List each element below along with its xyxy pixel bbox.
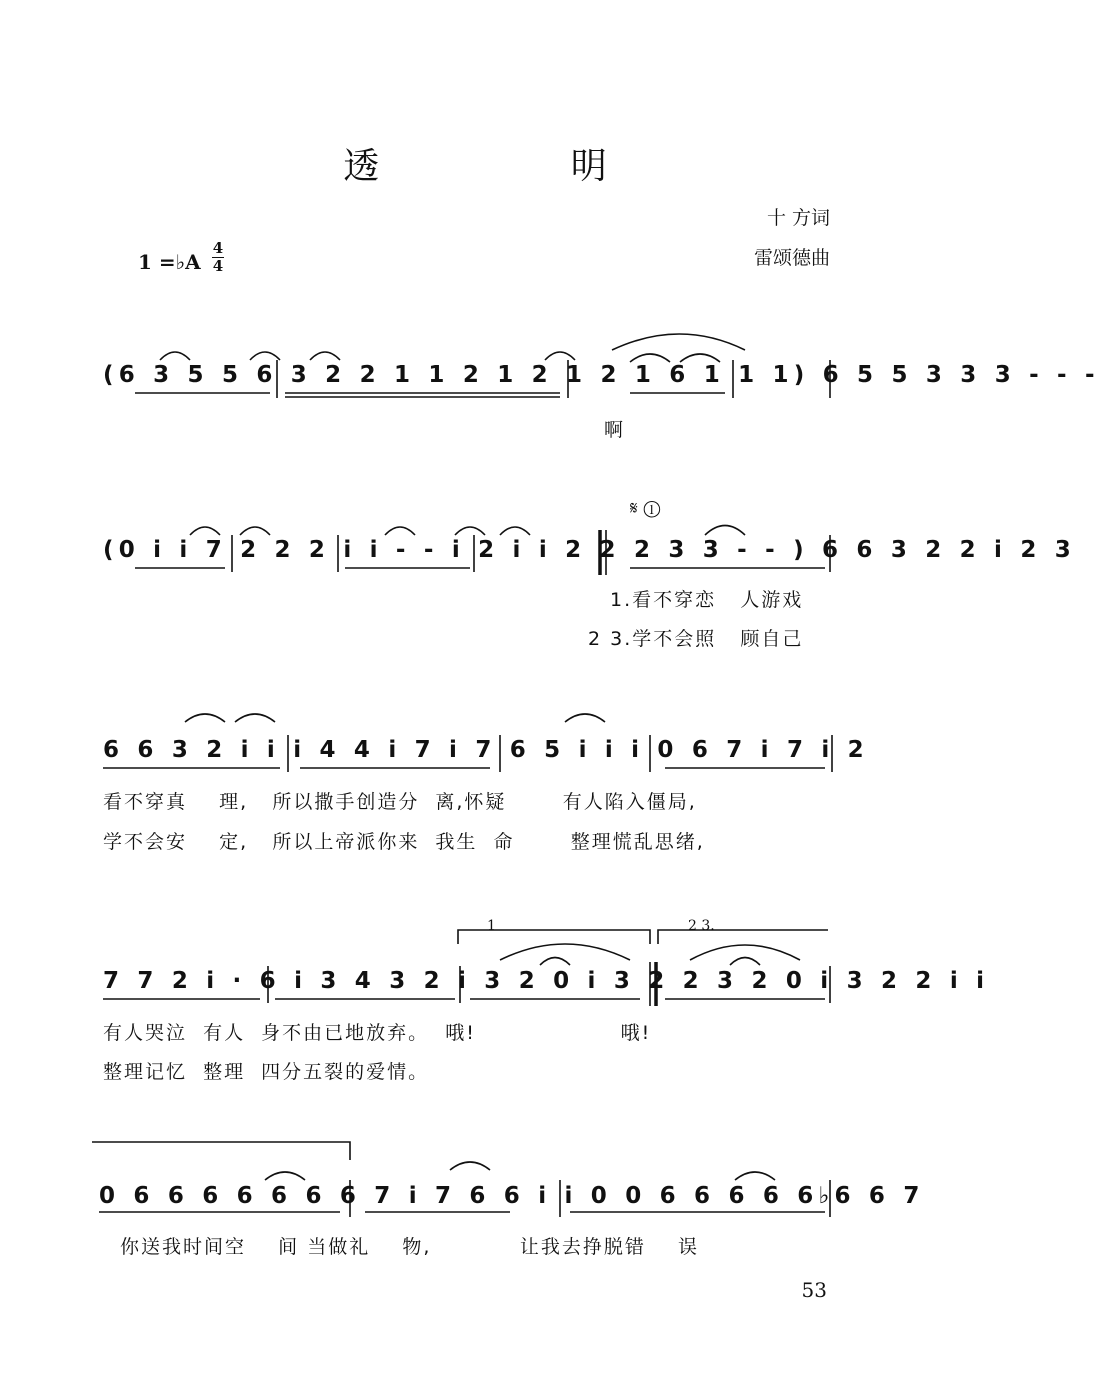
notation-row-4: 7 7 2 i · 6 i 3 4 3 2 i 3 2 0 i 3 2 2 3 2 0 i 3 2 2 i i [103,968,990,994]
lyricist-credit: 十 方词 [766,207,830,229]
volta-2-label: 2 3. [688,918,715,934]
time-signature-bottom: 4 [212,257,224,275]
lyric-row-2-verse-1: 1.看不穿恋 人游戏 [610,589,804,611]
notation-row-2: (0 i i 7 2 2 2 i i - - i 2 i i 2 2 2 3 3 - - ) 6 6 3 2 2 i 2 3 [103,537,1076,563]
notation-row-5: 0 6 6 6 6 6 6 6 7 i 7 6 6 i i 0 0 6 6 6 6 6♭6 6 7 [99,1183,925,1209]
segno-marker: 𝄋 ① [630,498,661,519]
lyric-row-1: 啊 [604,419,626,441]
lyric-row-3-verse-2: 学不会安 定, 所以上帝派你来 我生 命 整理慌乱思绪, [103,831,705,853]
page-number: 53 [801,1278,827,1302]
notation-row-1: (6 3 5 5 6 3 2 2 1 1 2 1 2 1 2 1 6 1 1 1) 6 5 5 3 3 3 - - - [103,362,1100,388]
lyric-row-4-verse-1: 有人哭泣 有人 身不由已地放弃。 哦! 哦! [103,1022,652,1044]
lyric-row-4-verse-2: 整理记忆 整理 四分五裂的爱情。 [103,1061,430,1083]
notation-row-3: 6 6 3 2 i i i 4 4 i 7 i 7 6 5 i i i 0 6 7 i 7 i 2 [103,737,869,763]
lyric-row-3-verse-1: 看不穿真 理, 所以撒手创造分 离,怀疑 有人陷入僵局, [103,791,697,813]
key-signature: 1 =♭A [138,250,201,274]
lyric-row-2-verse-2: 2 3.学不会照 顾自己 [588,628,804,650]
time-signature-top: 4 [212,239,224,257]
volta-1-label: 1 [487,918,496,934]
song-title: 透 明 [343,146,697,187]
lyric-row-5: 你送我时间空 间 当做礼 物, 让我去挣脱错 误 [120,1236,699,1258]
composer-credit: 雷颂德曲 [753,247,830,269]
